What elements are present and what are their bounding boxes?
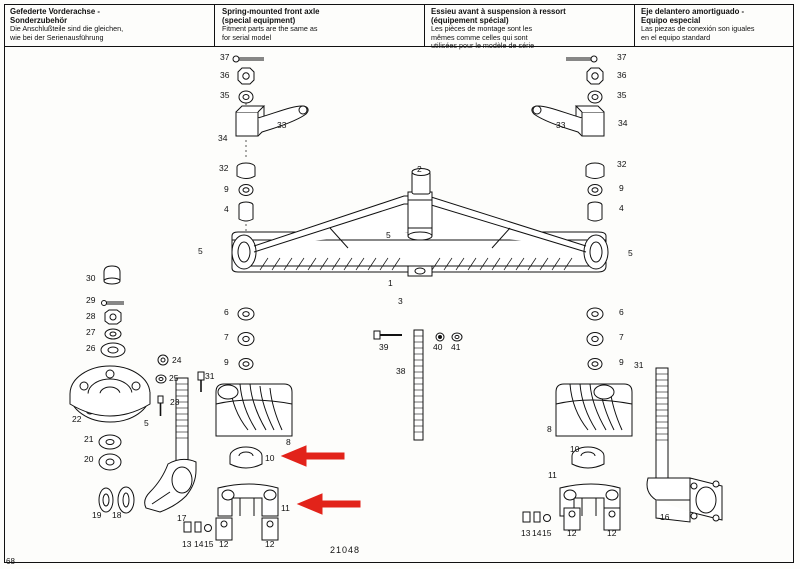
callout-number: 6 — [619, 307, 624, 317]
callout-number: 32 — [617, 159, 627, 169]
callout-number: 12 — [219, 539, 229, 549]
callout-number: 4 — [224, 204, 229, 214]
callout-number: 8 — [286, 437, 291, 447]
callout-number: 5 — [628, 248, 633, 258]
callout-number: 25 — [169, 373, 179, 383]
callout-number: 29 — [86, 295, 96, 305]
header-spanish-title-2: Equipo especial — [641, 16, 701, 25]
callout-number: 30 — [86, 273, 96, 283]
callout-number: 9 — [619, 357, 624, 367]
callout-number: 15 — [204, 539, 214, 549]
callout-number: 14 — [532, 528, 542, 538]
callout-number: 32 — [219, 163, 229, 173]
callout-number: 1 — [388, 278, 393, 288]
callout-number: 9 — [224, 357, 229, 367]
callout-number: 27 — [86, 327, 96, 337]
callout-number: 26 — [86, 343, 96, 353]
callout-number: 21 — [84, 434, 94, 444]
callout-number: 41 — [451, 342, 461, 352]
callout-number: 9 — [224, 184, 229, 194]
callout-number: 11 — [281, 503, 290, 513]
callout-number: 24 — [172, 355, 182, 365]
callout-number: 3 — [398, 296, 403, 306]
callout-number: 9 — [619, 183, 624, 193]
callout-number: 28 — [86, 311, 96, 321]
header-spanish-title-1: Eje delantero amortiguado - — [641, 7, 745, 16]
header-spanish-body-1: Las piezas de conexión son iguales — [641, 24, 755, 33]
callout-number: 5 — [144, 418, 149, 428]
callout-number: 34 — [618, 118, 628, 128]
callout-number: 10 — [570, 444, 580, 454]
callout-number: 14 — [194, 539, 204, 549]
callout-number: 7 — [619, 332, 624, 342]
callout-number: 31 — [634, 360, 644, 370]
callout-number: 38 — [396, 366, 406, 376]
header-french-body-3: utilisées pour le modèle de série — [431, 41, 535, 51]
callout-number: 17 — [177, 513, 187, 523]
callout-number: 13 — [182, 539, 192, 549]
callout-number: 16 — [660, 512, 670, 522]
callout-number: 23 — [170, 397, 180, 407]
drawing-number: 21048 — [330, 545, 361, 555]
header-english-body-1: Fitment parts are the same as — [222, 24, 318, 33]
callout-number: 15 — [542, 528, 552, 538]
header-french-body-2: mêmes comme celles qui sont — [431, 32, 528, 42]
callout-number: 6 — [224, 307, 229, 317]
callout-number: 35 — [617, 90, 627, 100]
callout-number: 12 — [607, 528, 617, 538]
header-spanish-body-2: en el equipo standard — [641, 32, 711, 42]
callout-number: 12 — [265, 539, 275, 549]
arrow-to-part-11 — [298, 494, 360, 514]
callout-number: 33 — [277, 120, 287, 130]
header-french-title-1: Essieu avant à suspension à ressort — [431, 7, 566, 16]
callout-number: 5 — [386, 230, 391, 240]
callout-number: 31 — [205, 371, 215, 381]
header-english-title-2: (special equipment) — [222, 16, 296, 25]
callout-number: 5 — [198, 246, 203, 256]
callout-number: 4 — [619, 203, 624, 213]
callout-number: 12 — [567, 528, 577, 538]
callout-number: 19 — [92, 510, 102, 520]
header-english-title-1: Spring-mounted front axle — [222, 7, 320, 16]
header-french-body-1: Les pièces de montage sont les — [431, 24, 533, 33]
callout-number: 20 — [84, 454, 94, 464]
callout-number: 33 — [556, 120, 566, 130]
callout-number: 36 — [220, 70, 230, 80]
header-german-body-1: Die Anschlußteile sind die gleichen, — [10, 24, 124, 33]
callout-number: 37 — [617, 52, 627, 62]
callout-number: 13 — [521, 528, 531, 538]
page-number: 68 — [6, 557, 15, 566]
header-english-body-2: for serial model — [222, 32, 272, 42]
callout-number: 36 — [617, 70, 627, 80]
callout-number: 11 — [548, 470, 557, 480]
callout-number: 7 — [224, 332, 229, 342]
callout-number: 39 — [379, 342, 389, 352]
callout-number: 18 — [112, 510, 122, 520]
callout-number: 2 — [417, 164, 422, 174]
header-french-title-2: (équipement spécial) — [431, 16, 509, 25]
header-german-title-2: Sonderzubehör — [10, 16, 68, 25]
callout-number: 8 — [547, 424, 552, 434]
callout-number: 35 — [220, 90, 230, 100]
callout-number: 10 — [265, 453, 275, 463]
header-german-title-1: Gefederte Vorderachse - — [10, 7, 100, 16]
callout-number: 37 — [220, 52, 230, 62]
header-german-body-2: wie bei der Serienausführung — [10, 32, 104, 42]
callout-number: 40 — [433, 342, 443, 352]
callout-number: 22 — [72, 414, 82, 424]
callout-number: 34 — [218, 133, 228, 143]
arrow-to-part-10 — [282, 446, 344, 466]
